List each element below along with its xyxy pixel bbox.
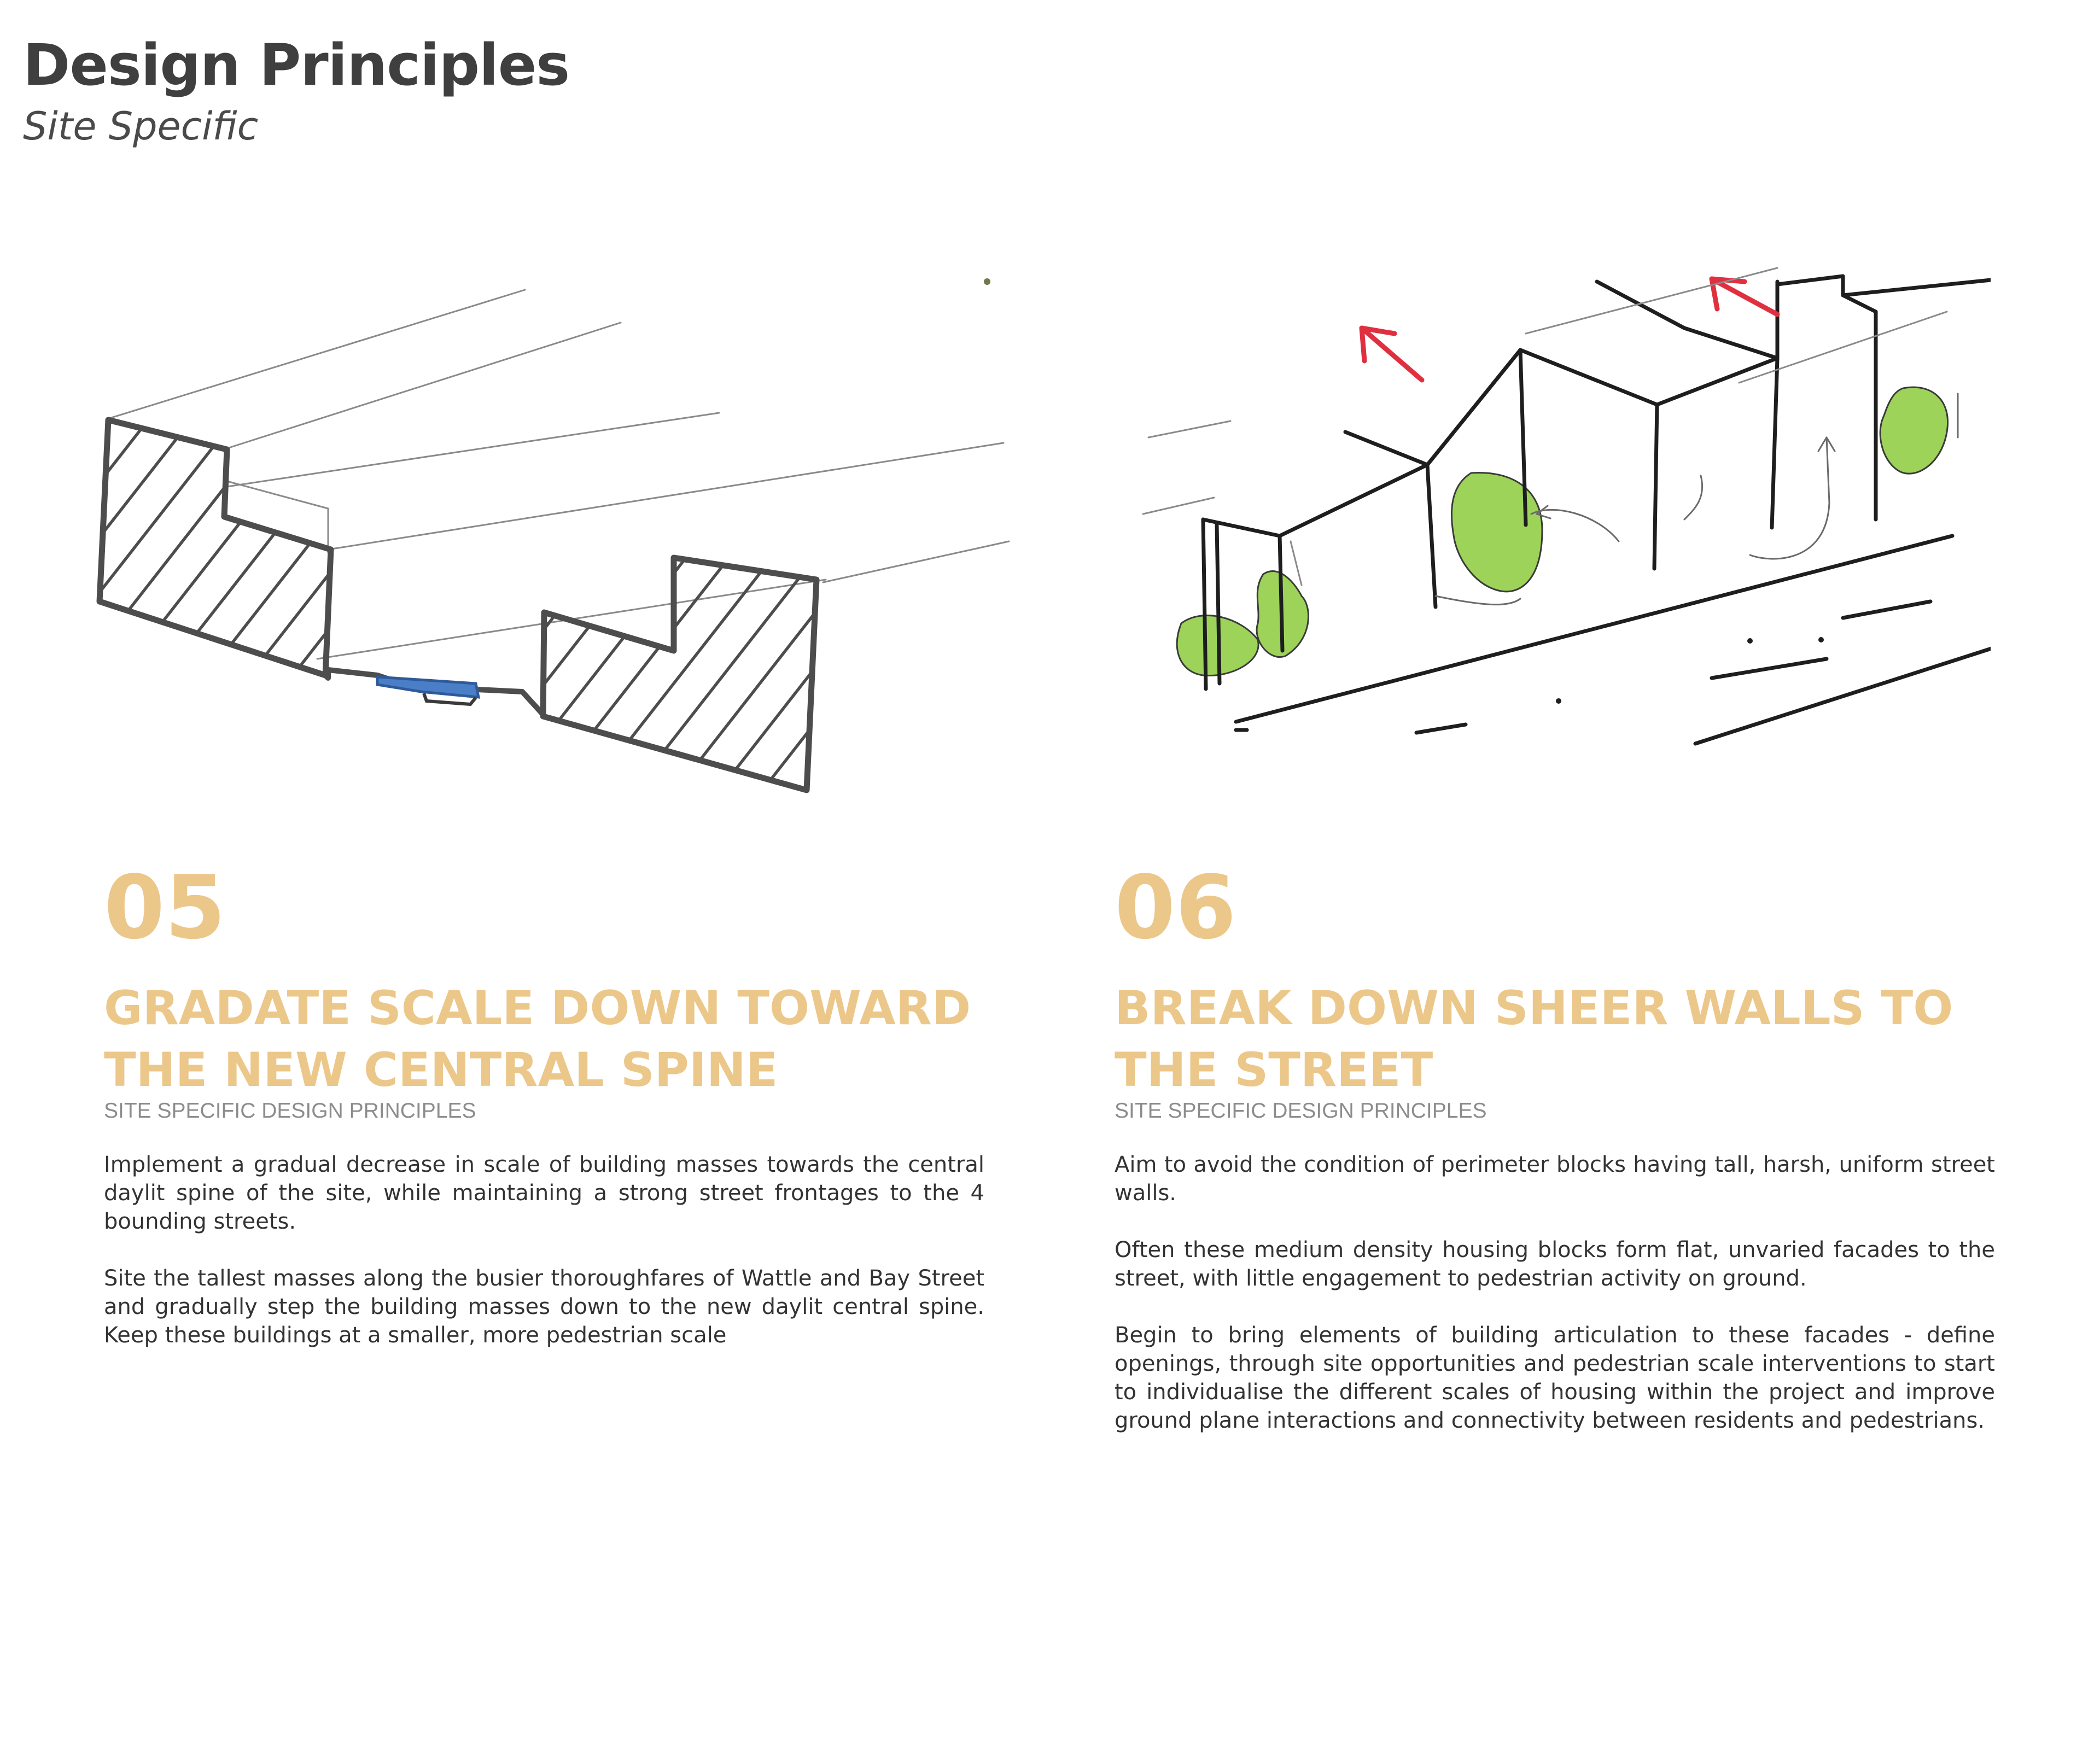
street-wall-articulation-sketch: [1138, 257, 1991, 760]
principle-heading: [1115, 978, 1995, 1101]
heading-line: THE NEW CENTRAL SPINE: [104, 1043, 778, 1097]
principle-06: [1115, 856, 1995, 1435]
street-lines: [1236, 536, 1991, 744]
principle-paragraph: Site the tallest masses along the busier thoroughfares of Wattle and Bay Street and gradually step the building masses down to the new daylit central spine. Keep these buildings at a smaller, more pedestrian scale: [104, 1266, 984, 1348]
principle-paragraph: Aim to avoid the condition of perimeter blocks having tall, harsh, uniform street walls.: [1115, 1152, 1995, 1206]
red-arrows: [1362, 279, 1777, 380]
tree-middle: [1451, 472, 1542, 591]
principle-tag: SITE SPECIFIC DESIGN PRINCIPLES: [1115, 1099, 1487, 1123]
stepped-massing-sketch: [93, 268, 1023, 804]
heading-line: BREAK DOWN SHEER WALLS TO: [1115, 981, 1953, 1036]
principle-05: [104, 856, 984, 1349]
heading-line: GRADATE SCALE DOWN TOWARD: [104, 981, 971, 1036]
page-subtitle: Site Specific: [23, 104, 259, 149]
principle-paragraph: Often these medium density housing blocks form flat, unvaried facades to the street, with little engagement to pedestrian activity on ground.: [1115, 1237, 1995, 1291]
principle-tag: SITE SPECIFIC DESIGN PRINCIPLES: [104, 1099, 476, 1123]
hatched-mass-left: [100, 420, 331, 675]
pencil-guide-lines: [1143, 268, 1947, 585]
tree-right: [1880, 387, 1947, 474]
principle-paragraph: Begin to bring elements of building articulation to these facades - define openings, through site opportunities and pedestrian scale interventions to start to individualise the different scales of housing within the project and improve ground plane interactions and connectivity between residents and pedestrians.: [1115, 1323, 1995, 1433]
principle-number: 06: [1115, 856, 1236, 959]
page-title: Design Principles: [23, 32, 570, 98]
principle-paragraph: Implement a gradual decrease in scale of building masses towards the central daylit spine of the site, while maintaining a strong street frontages to the 4 bounding streets.: [104, 1152, 984, 1234]
principle-number: 05: [104, 856, 226, 959]
heading-line: THE STREET: [1115, 1043, 1433, 1097]
central-spine-blue: [377, 677, 479, 697]
principle-heading: [104, 978, 984, 1101]
